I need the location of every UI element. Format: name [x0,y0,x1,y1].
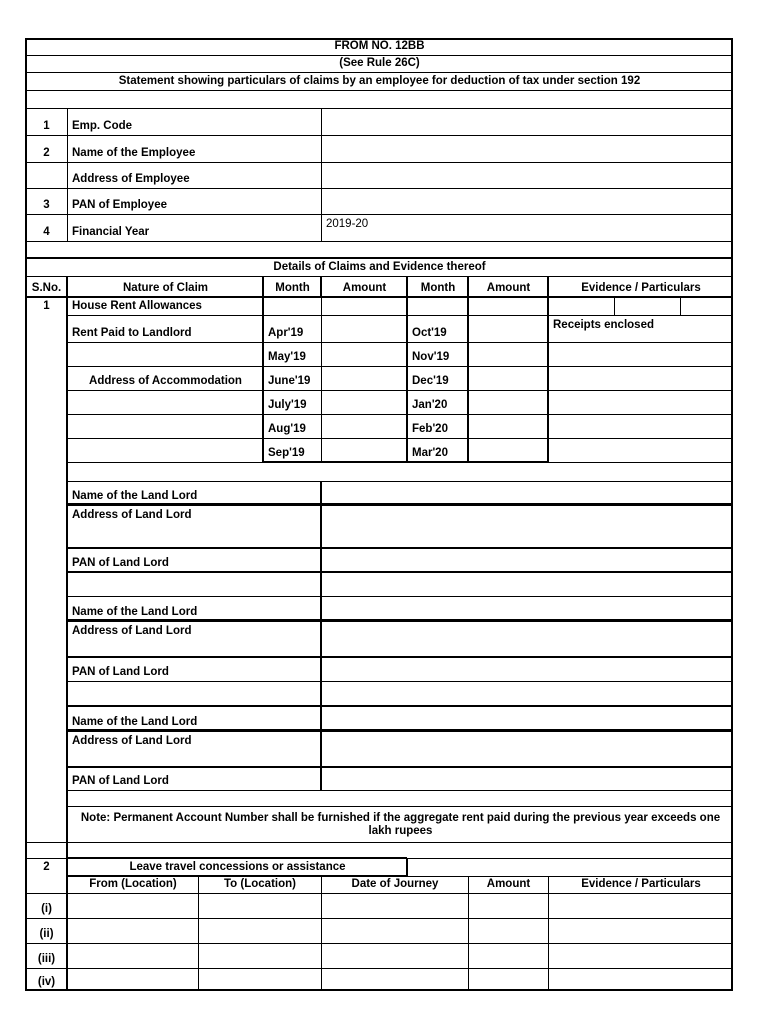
amount-cell[interactable] [468,342,548,366]
employee-sno: 1 [25,108,67,135]
spacer-row [67,572,733,596]
evidence-cell[interactable] [680,297,733,315]
landlord-name-value[interactable] [321,706,733,731]
lta-entry-cell[interactable] [548,918,733,943]
landlord-name-value[interactable] [321,596,733,621]
landlord-address-value[interactable] [321,505,733,548]
month-label: Feb'20 [407,414,468,438]
spacer-row [25,241,733,258]
amount-cell[interactable] [321,414,407,438]
hra-sno-continued [25,481,67,596]
landlord-address-label: Address of Land Lord [67,731,321,767]
lta-entry-cell[interactable] [468,918,548,943]
lta-sno: 2 [25,858,67,876]
employee-field-label: PAN of Employee [67,188,321,214]
employee-field-label: Address of Employee [67,162,321,188]
landlord-address-value[interactable] [321,731,733,767]
lta-entry-cell[interactable] [468,968,548,991]
landlord-pan-value[interactable] [321,767,733,790]
claims-title: Details of Claims and Evidence thereof [25,258,733,276]
hra-sno-continued [25,462,67,481]
employee-field-label: Emp. Code [67,108,321,135]
lta-entry-cell[interactable] [198,918,321,943]
rent-note: Note: Permanent Account Number shall be furnished if the aggregate rent paid during the previous year exceeds one lakh rupees [67,806,733,842]
lta-entry-cell[interactable] [198,943,321,968]
lta-column-header: From (Location) [67,876,198,893]
evidence-cell[interactable] [548,342,733,366]
spacer-row [67,790,733,806]
month-cell[interactable] [263,297,321,315]
lta-column-header: Evidence / Particulars [548,876,733,893]
form-rule: (See Rule 26C) [25,55,733,72]
lta-entry-cell[interactable] [468,943,548,968]
hra-sno-continued [25,366,67,390]
evidence-cell[interactable] [548,414,733,438]
landlord-address-label: Address of Land Lord [67,621,321,657]
lta-row-number: (i) [25,893,67,918]
employee-field-value[interactable]: 2019-20 [321,214,733,241]
amount-cell[interactable] [468,390,548,414]
employee-field-label: Name of the Employee [67,135,321,162]
amount-cell[interactable] [468,414,548,438]
hra-sno-continued [25,438,67,462]
nature-of-claim-cell[interactable] [67,414,263,438]
lta-entry-cell[interactable] [321,893,468,918]
amount-cell[interactable] [321,366,407,390]
nature-of-claim-cell[interactable] [67,342,263,366]
landlord-pan-label: PAN of Land Lord [67,767,321,790]
rent-paid-label: Rent Paid to Landlord [67,315,263,342]
evidence-cell[interactable] [548,390,733,414]
lta-entry-cell[interactable] [67,943,198,968]
lta-row-number: (iii) [25,943,67,968]
lta-title-blank [407,858,733,876]
amount-cell[interactable] [468,438,548,462]
employee-sno [25,162,67,188]
employee-field-value[interactable] [321,188,733,214]
landlord-address-label: Address of Land Lord [67,505,321,548]
employee-sno: 2 [25,135,67,162]
lta-entry-cell[interactable] [198,968,321,991]
employee-sno: 3 [25,188,67,214]
month-label: Dec'19 [407,366,468,390]
hra-sno-continued [25,596,67,706]
landlord-pan-value[interactable] [321,657,733,681]
amount-cell[interactable] [468,366,548,390]
month-cell[interactable] [407,297,468,315]
lta-entry-cell[interactable] [67,968,198,991]
amount-cell[interactable] [321,342,407,366]
claims-column-header: S.No. [25,276,67,297]
evidence-cell[interactable] [548,366,733,390]
employee-field-value[interactable] [321,108,733,135]
lta-entry-cell[interactable] [548,968,733,991]
amount-cell[interactable] [321,438,407,462]
evidence-cell[interactable] [614,297,680,315]
lta-column-header: To (Location) [198,876,321,893]
lta-entry-cell[interactable] [67,918,198,943]
landlord-name-label: Name of the Land Lord [67,596,321,621]
hra-sno-continued [25,315,67,342]
lta-column-header: Date of Journey [321,876,468,893]
claims-column-header: Evidence / Particulars [548,276,733,297]
spacer-row [67,681,733,706]
lta-entry-cell[interactable] [321,943,468,968]
lta-entry-cell[interactable] [67,893,198,918]
address-accommodation-label: Address of Accommodation [67,366,263,390]
spacer-row [25,90,733,108]
landlord-pan-value[interactable] [321,548,733,572]
landlord-name-label: Name of the Land Lord [67,706,321,731]
lta-entry-cell[interactable] [468,893,548,918]
landlord-pan-label: PAN of Land Lord [67,657,321,681]
month-label: May'19 [263,342,321,366]
month-label: Sep'19 [263,438,321,462]
spacer-row [67,462,733,481]
lta-row-number: (iv) [25,968,67,991]
spacer-row [25,842,733,858]
evidence-text[interactable]: Receipts enclosed [548,315,733,342]
lta-entry-cell[interactable] [198,893,321,918]
lta-entry-cell[interactable] [548,943,733,968]
landlord-name-value[interactable] [321,481,733,505]
evidence-cell[interactable] [548,438,733,462]
amount-cell[interactable] [321,297,407,315]
amount-cell[interactable] [468,297,548,315]
lta-entry-cell[interactable] [548,893,733,918]
hra-sno-continued [25,342,67,366]
claims-column-header: Nature of Claim [67,276,263,297]
claims-column-header: Amount [468,276,548,297]
amount-cell[interactable] [321,390,407,414]
month-label: Aug'19 [263,414,321,438]
employee-field-value[interactable] [321,162,733,188]
landlord-pan-label: PAN of Land Lord [67,548,321,572]
amount-cell[interactable] [321,315,407,342]
month-label: Jan'20 [407,390,468,414]
form-statement: Statement showing particulars of claims by an employee for deduction of tax under section 192 [25,72,733,90]
lta-title: Leave travel concessions or assistance [67,858,407,876]
hra-title: House Rent Allowances [67,297,263,315]
lta-column-header: Amount [468,876,548,893]
amount-cell[interactable] [468,315,548,342]
hra-sno-continued [25,706,67,806]
lta-sno-continued [25,876,67,893]
hra-sno: 1 [25,297,67,315]
month-label: Mar'20 [407,438,468,462]
hra-sno-continued [25,390,67,414]
claims-column-header: Month [263,276,321,297]
claims-column-header: Month [407,276,468,297]
hra-sno-continued [25,806,67,842]
claims-column-header: Amount [321,276,407,297]
landlord-address-value[interactable] [321,621,733,657]
employee-field-label: Financial Year [67,214,321,241]
lta-entry-cell[interactable] [321,968,468,991]
hra-sno-continued [25,414,67,438]
month-label: Apr'19 [263,315,321,342]
lta-entry-cell[interactable] [321,918,468,943]
nature-of-claim-cell[interactable] [67,438,263,462]
evidence-cell[interactable] [548,297,614,315]
lta-row-number: (ii) [25,918,67,943]
month-label: July'19 [263,390,321,414]
form-number: FROM NO. 12BB [25,38,733,55]
landlord-name-label: Name of the Land Lord [67,481,321,505]
employee-sno: 4 [25,214,67,241]
employee-field-value[interactable] [321,135,733,162]
month-label: Nov'19 [407,342,468,366]
nature-of-claim-cell[interactable] [67,390,263,414]
month-label: Oct'19 [407,315,468,342]
month-label: June'19 [263,366,321,390]
